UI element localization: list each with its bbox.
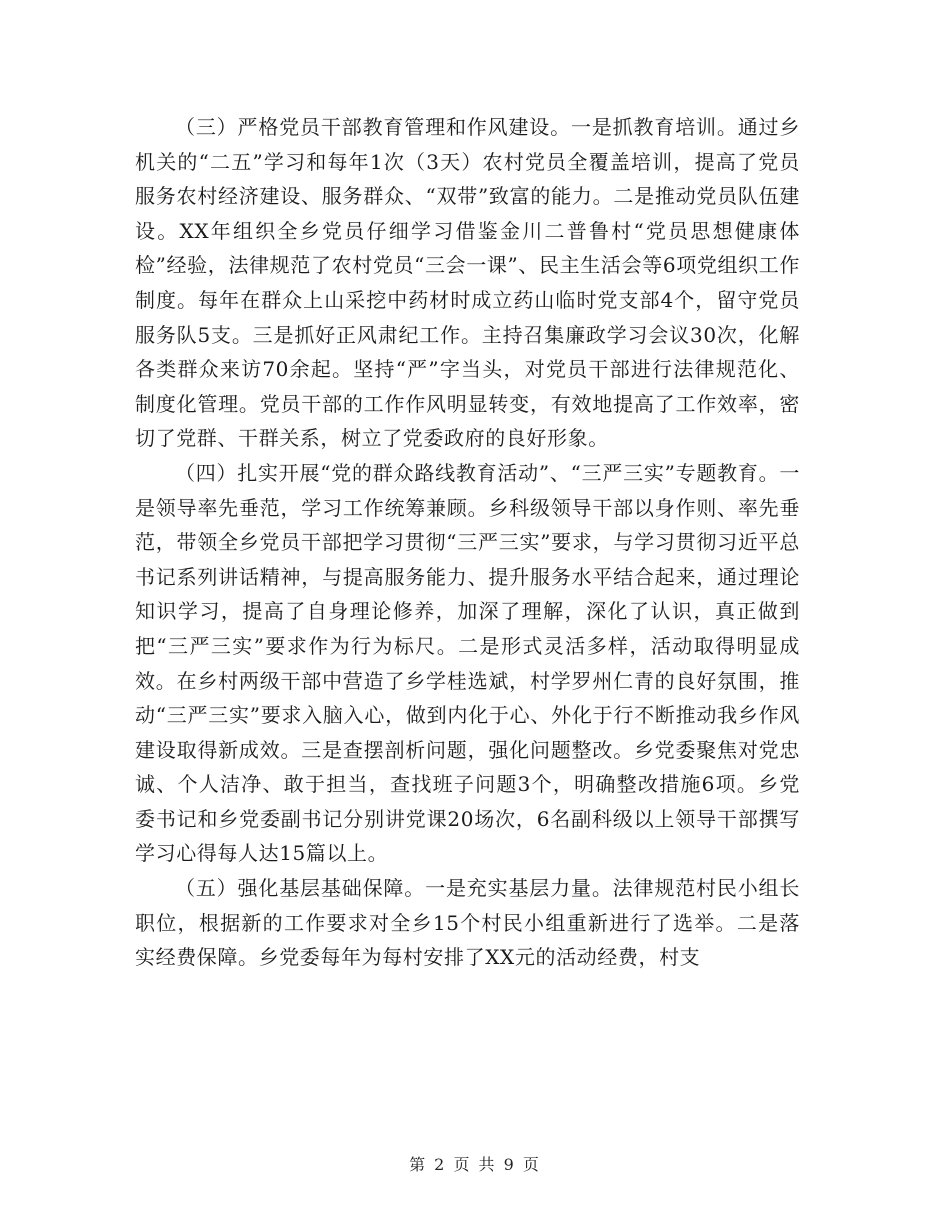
paragraph-education-management: （三）严格党员干部教育管理和作风建设。一是抓教育培训。通过乡机关的“二五”学习和每年1次（3天）农村党员全覆盖培训，提高了党员服务农村经济建设、服务群众、“双带”致富的能力。二是推动党员队伍建设。XX年组织全乡党员仔细学习借鉴金川二普鲁村“党员思想健康体检”经验，法律规范了农村党员“三会一课”、民主生活会等6项党组织工作制度。每年在群众上山采挖中药材时成立药山临时党支部4个，留守党员服务队5支。三是抓好正风肃纪工作。主持召集廉政学习会议30次，化解各类群众来访70余起。坚持“严”字当头，对党员干部进行法律规范化、制度化管理。党员干部的工作作风明显转变，有效地提高了工作效率，密切了党群、干群关系，树立了党委政府的良好形象。 [135,115,800,451]
page-footer: 第 2 页 共 9 页 [409,1155,541,1174]
paragraph-grassroots-support: （五）强化基层基础保障。一是充实基层力量。法律规范村民小组长职位，根据新的工作要求对全乡15个村民小组重新进行了选举。二是落实经费保障。乡党委每年为每村安排了XX元的活动经费，村支 [135,876,800,970]
paragraph-mass-line-education: （四）扎实开展“党的群众路线教育活动”、“三严三实”专题教育。一是领导率先垂范，学习工作统筹兼顾。乡科级领导干部以身作则、率先垂范，带领全乡党员干部把学习贯彻“三严三实”要求，与学习贯彻习近平总书记系列讲话精神，与提高服务能力、提升服务水平结合起来，通过理论知识学习，提高了自身理论修养，加深了理解，深化了认识，真正做到把“三严三实”要求作为行为标尺。二是形式灵活多样，活动取得明显成效。在乡村两级干部中营造了乡学桂选斌，村学罗州仁青的良好氛围，推动“三严三实”要求入脑入心，做到内化于心、外化于行不断推动我乡作风建设取得新成效。三是查摆剖析问题，强化问题整改。乡党委聚焦对党忠诚、个人洁净、敢于担当，查找班子问题3个，明确整改措施6项。乡党委书记和乡党委副书记分别讲党课20场次，6名副科级以上领导干部撰写学习心得每人达15篇以上。 [135,460,800,866]
document-body [135,110,800,975]
